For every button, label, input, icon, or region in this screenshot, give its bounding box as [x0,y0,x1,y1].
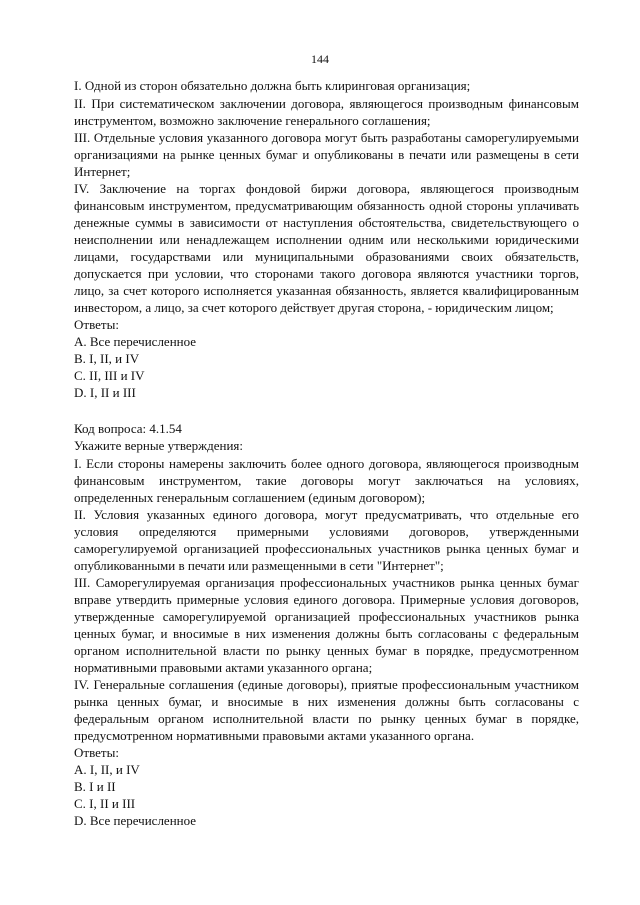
answer-option: D. I, II и III [74,385,136,400]
statement-line: определенных генеральным соглашением (единым договором); [74,490,426,505]
statement-line: Интернет; [74,164,131,179]
answer-option: D. Все перечисленное [74,813,197,828]
statement-line: органом исполнительной власти по рынку ценных бумаг в порядке, предусмотренном [74,643,579,658]
statement-line: инвестором, а лицо, за счет которого действует другая сторона, - юридическим лицом; [74,300,554,315]
answer-option: C. I, II и III [74,796,136,811]
statement-line: опубликованными в печати или размещенными в сети "Интернет"; [74,558,444,573]
statement-line: финансовым инструментом, такие договоры могут заключаться на условиях, [74,473,579,488]
answer-option: A. Все перечисленное [74,334,197,349]
statement-line: I. Если стороны намерены заключить более одного договора, являющегося производным [74,456,579,471]
page-number: 144 [311,52,329,66]
statement-line: денежные суммы в зависимости от наступления обстоятельства, свидетельствующего о [74,215,579,230]
answers-label: Ответы: [74,745,119,760]
statement-line: организациями на рынке ценных бумаг и опубликованы в печати или размещены в сети [74,147,579,162]
statement-line: II. При систематическом заключении договора, являющегося производным финансовым [74,96,579,111]
answer-option: B. I, II, и IV [74,351,140,366]
answer-option: A. I, II, и IV [74,762,140,777]
answer-option: C. II, III и IV [74,368,145,383]
statement-line: федеральным органом исполнительной власти по рынку ценных бумаг в порядке, [74,711,579,726]
answer-option: B. I и II [74,779,116,794]
statement-line: III. Отдельные условия указанного договора могут быть разработаны саморегулируемыми [74,130,579,145]
statement-line: инструментом, возможно заключение генерального соглашения; [74,113,431,128]
statement-line: саморегулируемой организацией профессиональных участников рынка ценных бумаг и [74,541,579,556]
statement-line: условия определяются примерными условиями договоров, утвержденными [74,524,579,539]
statement-line: предусмотренном нормативными правовыми актами указанного органа. [74,728,475,743]
statement-line: финансовым инструментом, предусматривающим обязанность одной стороны уплачивать [74,198,579,213]
statement-line: неисполнении или ненадлежащем исполнении одним или несколькими юридическими [74,232,579,247]
statement-line: IV. Заключение на торгах фондовой биржи договора, являющегося производным [74,181,579,196]
statement-line: вправе утвердить примерные условия единого договора. Примерные условия договоров, [74,592,579,607]
statement-line: рынка ценных бумаг, и вносимые в них изменения должны быть согласованы с [74,694,579,709]
statement-line: утвержденные саморегулируемой организацией профессиональных участников рынка [74,609,579,624]
statement-line: лицами, государствами или муниципальными образованиями своих обязательств, [74,249,579,264]
statement-line: II. Условия указанных единого договора, могут предусматривать, что отдельные его [74,507,579,522]
statement-line: лицо, за счет которого исполняется указанная обязанность, является квалифицированным [74,283,579,298]
answers-label: Ответы: [74,317,119,332]
question-prompt: Укажите верные утверждения: [74,438,244,453]
statement-line: допускается при условии, что сторонами такого договора являются участники торгов, [74,266,579,281]
question-code: Код вопроса: 4.1.54 [74,421,182,436]
statement-line: ценных бумаг, и вносимые в них изменения должны быть согласованы с федеральным [74,626,579,641]
statement-line: IV. Генеральные соглашения (единые договоры), приятые профессиональным участником [74,677,579,692]
statement-line: III. Саморегулируемая организация профессиональных участников рынка ценных бумаг [74,575,579,590]
statement-line: нормативными правовыми актами указанного органа; [74,660,373,675]
statement-line: I. Одной из сторон обязательно должна быть клиринговая организация; [74,78,471,93]
